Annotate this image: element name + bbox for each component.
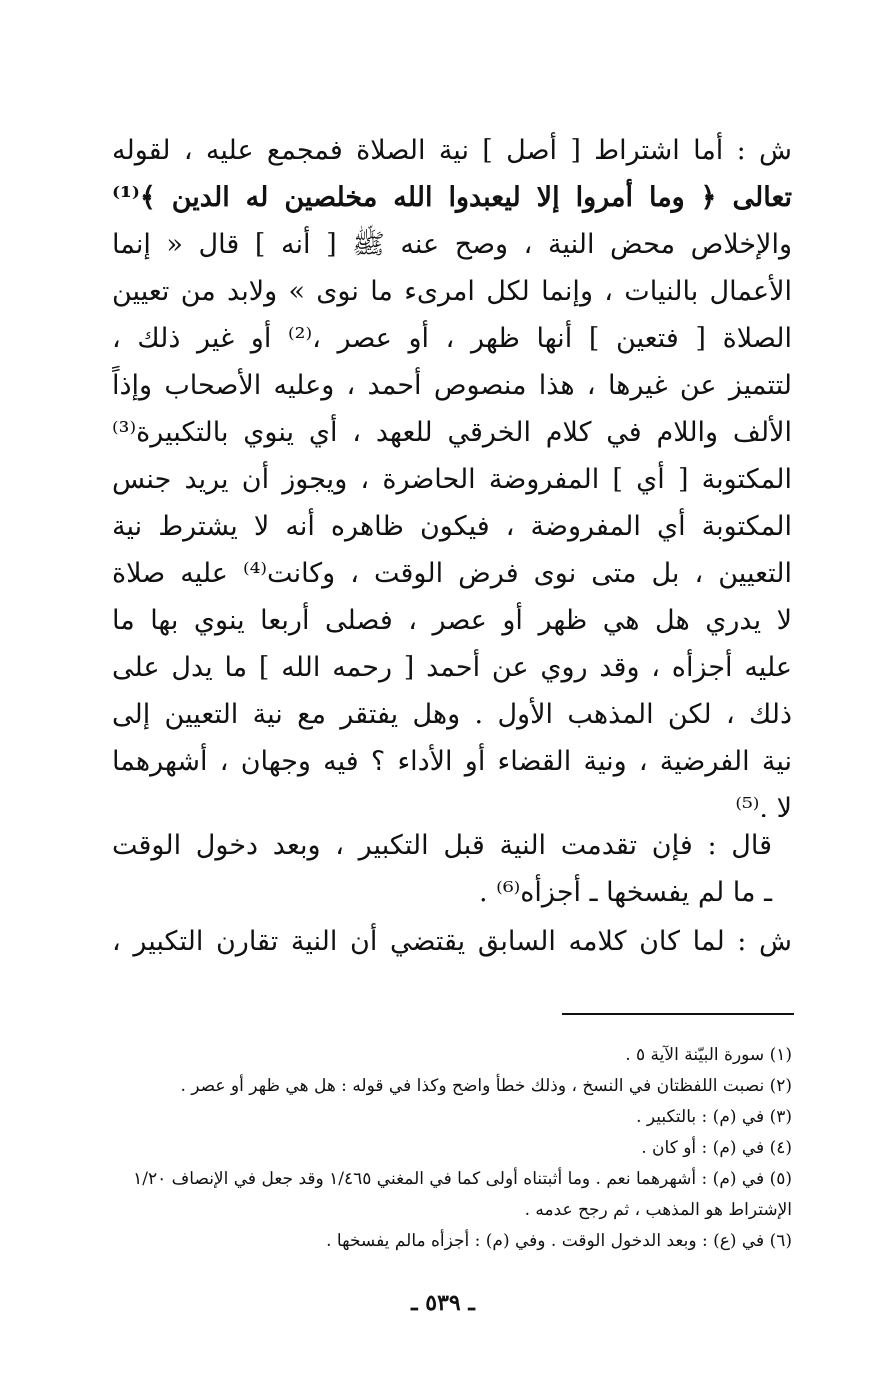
- text-line: المكتوبة [ أي ] المفروضة الحاضرة ، ويجوز أن يريد جنس: [112, 464, 792, 495]
- text-line: ش : لما كان كلامه السابق يقتضي أن النية تقارن التكبير ،: [112, 926, 792, 957]
- text-line: الصلاة [ فتعين ] أنها ظهر ، أو عصر ،⁽²⁾ أو غير ذلك ،: [112, 323, 792, 354]
- text-line: لا يدري هل هي ظهر أو عصر ، فصلى أربعا ينوي بها ما: [112, 605, 792, 636]
- text-line: ذلك ، لكن المذهب الأول . وهل يفتقر مع نية التعيين إلى: [112, 699, 792, 730]
- commentary-paragraph-continued: [112, 918, 792, 965]
- text-line: ـ ما لم يفسخها ـ أجزأه⁽⁶⁾ .: [479, 877, 772, 908]
- text-line: لا .⁽⁵⁾: [735, 793, 792, 817]
- footnote: (٤) في (م) : أو كان .: [641, 1138, 792, 1158]
- text-line: الألف واللام في كلام الخرقي للعهد ، أي ينوي بالتكبيرة⁽³⁾: [112, 417, 792, 448]
- text-line: عليه أجزأه ، وقد روي عن أحمد [ رحمه الله ] ما يدل على: [112, 652, 792, 683]
- footnote-continuation: الإشتراط هو المذهب ، ثم رجح عدمه .: [524, 1200, 792, 1220]
- footnote-divider: [562, 1013, 794, 1015]
- footnote: (٢) نصبت اللفظتان في النسخ ، وذلك خطأ واضح وكذا في قوله : هل هي ظهر أو عصر .: [180, 1076, 792, 1096]
- text-line: والإخلاص محض النية ، وصح عنه ﷺ [ أنه ] قال « إنما: [112, 229, 792, 260]
- commentary-paragraph: [112, 127, 792, 817]
- footnote: (٣) في (م) : بالتكبير .: [636, 1107, 792, 1127]
- text-line: الأعمال بالنيات ، وإنما لكل امرىء ما نوى » ولابد من تعيين: [112, 276, 792, 307]
- footnote: (٦) في (ع) : وبعد الدخول الوقت . وفي (م) : أجزأه مالم يفسخها .: [326, 1231, 792, 1251]
- text-line: نية الفرضية ، ونية القضاء أو الأداء ؟ فيه وجهان ، أشهرهما: [112, 746, 792, 777]
- footnotes: [112, 1040, 792, 1257]
- matn-paragraph: [112, 822, 792, 918]
- text-line: قال : فإن تقدمت النية قبل التكبير ، وبعد دخول الوقت: [112, 830, 772, 861]
- footnote: (٥) في (م) : أشهرهما نعم . وما أثبتناه أولى كما في المغني ١/٤٦٥ وقد جعل في الإنصاف ١/٢٠: [133, 1169, 792, 1189]
- text-line: ش : أما اشتراط [ أصل ] نية الصلاة فمجمع عليه ، لقوله: [112, 135, 792, 166]
- text-line: لتتميز عن غيرها ، هذا منصوص أحمد ، وعليه الأصحاب وإذاً: [112, 370, 792, 401]
- text-line: المكتوبة أي المفروضة ، فيكون ظاهره أنه لا يشترط نية: [112, 511, 792, 542]
- quran-verse-line: تعالى ﴿ وما أمروا إلا ليعبدوا الله مخلصين له الدين ﴾⁽¹⁾: [112, 182, 792, 213]
- footnote: (١) سورة البيّنة الآية ٥ .: [625, 1045, 792, 1065]
- text-line: التعيين ، بل متى نوى فرض الوقت ، وكانت⁽⁴⁾ عليه صلاة: [112, 558, 792, 589]
- page-number: ـ ٥٣٩ ـ: [411, 1290, 475, 1316]
